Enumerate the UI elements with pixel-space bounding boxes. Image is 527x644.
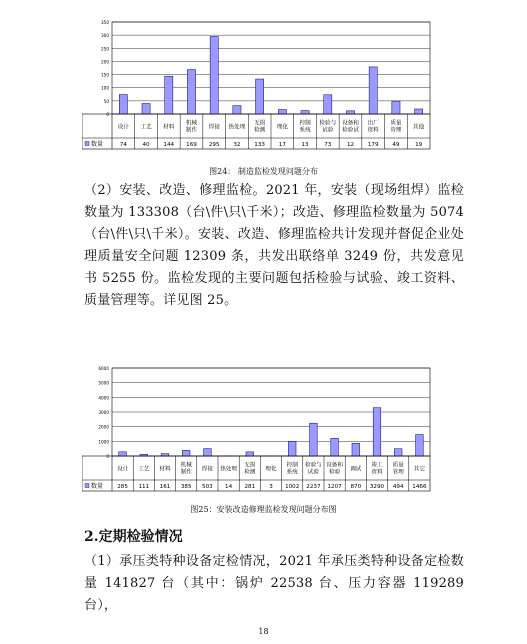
category-label: 设计: [117, 124, 129, 131]
bar: [352, 443, 360, 456]
bar: [256, 79, 264, 114]
value-label: 74: [119, 142, 127, 148]
value-label: 385: [180, 484, 192, 490]
bar: [204, 449, 212, 456]
value-label: 503: [202, 484, 213, 490]
value-label: 49: [392, 142, 400, 148]
bar: [369, 67, 377, 114]
value-label: 494: [392, 484, 404, 490]
category-label: 其它: [413, 466, 426, 473]
bar: [246, 452, 254, 456]
value-label: 285: [117, 484, 128, 490]
value-label: 870: [350, 484, 362, 490]
legend-swatch: [85, 142, 89, 146]
category-label: 检验与: [305, 462, 322, 469]
y-tick-label: 350: [101, 20, 109, 25]
category-label: 质量: [390, 120, 402, 127]
category-label: 设备和: [342, 120, 359, 127]
y-tick-label: 1000: [98, 439, 109, 445]
figure-25-caption: 图25：安装改造修理监检发现问题分布图: [190, 505, 337, 514]
category-label: 控制: [286, 462, 298, 469]
y-tick-label: 300: [101, 33, 109, 39]
category-label: 试验: [322, 127, 334, 134]
y-tick-label: 5000: [98, 380, 109, 386]
value-label: 73: [324, 142, 332, 148]
value-label: 133: [254, 142, 265, 148]
category-label: 设备和: [326, 462, 343, 469]
category-label: 工艺: [138, 466, 150, 473]
category-label: 机械: [185, 120, 198, 127]
category-label: 检验与: [319, 120, 337, 127]
chart-25: [82, 362, 442, 492]
bar: [142, 103, 150, 114]
category-label: 管理: [390, 127, 402, 134]
value-label: 179: [367, 142, 379, 148]
y-tick-label: 0: [106, 112, 109, 117]
category-label: 无损: [244, 462, 256, 469]
value-label: 19: [415, 142, 423, 148]
category-label: 材料: [163, 124, 175, 131]
value-label: 295: [208, 142, 220, 148]
category-label: 工艺: [140, 124, 152, 131]
value-label: 17: [278, 142, 286, 148]
bar: [278, 110, 286, 114]
value-label: 12: [346, 142, 355, 148]
bar: [373, 408, 381, 456]
y-tick-label: 0: [106, 454, 109, 459]
section-heading: 2.定期检验情况: [84, 529, 183, 545]
bar: [233, 106, 241, 114]
y-tick-label: 3000: [98, 410, 109, 415]
category-label: 焊接: [208, 124, 220, 131]
category-label: 系统: [299, 127, 311, 134]
value-label: 14: [225, 484, 233, 490]
value-label: 13: [301, 142, 309, 148]
value-label: 32: [233, 142, 241, 148]
paragraph-installation: （2）安装、改造、修理监检。2021 年，安装（现场组焊）监检数量为 133308（台\件\只\千米）；改造、修理监检数量为 5074（台\件\只\千米）。安装、改造、修理监检共计发现并督促企业处理质量安全问题 12309 条，共发出联络单 3249 份，共发意见书 5255 份。监检发现的主要问题包括检验与试验、竣工资料、质量管理等。详见图 25。: [84, 183, 464, 308]
category-label: 制作: [180, 469, 192, 476]
y-tick-label: 4000: [98, 395, 109, 401]
bar: [187, 70, 195, 114]
page-number: 18: [258, 627, 269, 636]
table-header-label: 数量: [91, 141, 104, 148]
category-label: 资料: [371, 469, 383, 476]
bar: [161, 454, 169, 456]
y-tick-label: 150: [101, 72, 109, 78]
category-label: 热处理: [228, 124, 246, 131]
value-label: 169: [186, 142, 197, 148]
category-label: 其他: [413, 124, 425, 131]
value-label: 281: [244, 484, 256, 490]
legend-swatch: [85, 484, 89, 488]
category-label: 质量: [392, 462, 404, 469]
y-tick-label: 200: [101, 59, 109, 65]
category-label: 无损: [254, 120, 266, 127]
value-label: 161: [159, 484, 171, 490]
bar: [416, 434, 424, 456]
bar: [301, 111, 309, 114]
category-label: 控制: [299, 120, 311, 127]
bar: [165, 76, 173, 114]
category-label: 机械: [180, 462, 192, 469]
category-label: 检验: [328, 469, 341, 476]
category-label: 调试: [350, 466, 362, 473]
category-label: 管理: [392, 469, 404, 476]
bar: [119, 452, 127, 456]
value-label: 1466: [412, 484, 427, 490]
value-label: 3: [269, 484, 273, 490]
y-tick-label: 6000: [98, 366, 109, 371]
category-label: 制作: [185, 127, 198, 134]
table-header-label: 数量: [91, 483, 104, 490]
y-tick-label: 100: [101, 85, 109, 91]
category-label: 资料: [367, 127, 379, 134]
y-tick-label: 2000: [98, 424, 109, 430]
chart-25-svg: [82, 362, 442, 492]
category-label: 材料: [159, 466, 171, 473]
value-label: 1002: [285, 484, 300, 490]
category-label: 检测: [254, 127, 266, 134]
category-label: 检测: [244, 469, 256, 476]
value-label: 1207: [327, 484, 342, 490]
category-label: 试验: [307, 469, 320, 476]
bar: [331, 438, 339, 456]
category-label: 系统: [286, 469, 298, 476]
paragraph-periodic-inspection: （1）承压类特种设备定检情况，2021 年承压类特种设备定检数量 141827 台（其中：锅炉 22538 台、压力容器 119289 台），: [84, 554, 464, 613]
bar: [392, 101, 400, 114]
bar: [119, 95, 127, 114]
bar: [210, 36, 218, 114]
category-label: 竣工: [371, 462, 383, 469]
bar: [415, 109, 423, 114]
plot-frame: [112, 22, 430, 114]
value-label: 40: [142, 142, 150, 148]
bar: [310, 423, 318, 456]
bar: [182, 450, 190, 456]
category-label: 设计: [116, 466, 129, 473]
y-tick-label: 250: [101, 46, 109, 52]
category-label: 理化: [276, 124, 288, 131]
category-label: 热处理: [220, 466, 237, 473]
y-tick-label: 50: [103, 98, 109, 104]
value-label: 111: [138, 484, 150, 490]
value-label: 2237: [306, 484, 321, 490]
category-label: 检验试: [342, 127, 359, 134]
bar: [324, 95, 332, 114]
chart-24-svg: [82, 12, 442, 152]
category-label: 出厂: [367, 120, 379, 127]
value-label: 144: [163, 142, 175, 148]
category-label: 焊接: [201, 466, 214, 473]
bar: [394, 449, 402, 456]
category-label: 理化: [265, 466, 277, 473]
value-label: 3290: [369, 484, 385, 490]
bar: [346, 111, 354, 114]
bar: [288, 441, 296, 456]
figure-24-caption: 图24： 制造监检发现问题分布: [209, 167, 318, 176]
chart-24: [82, 12, 442, 152]
